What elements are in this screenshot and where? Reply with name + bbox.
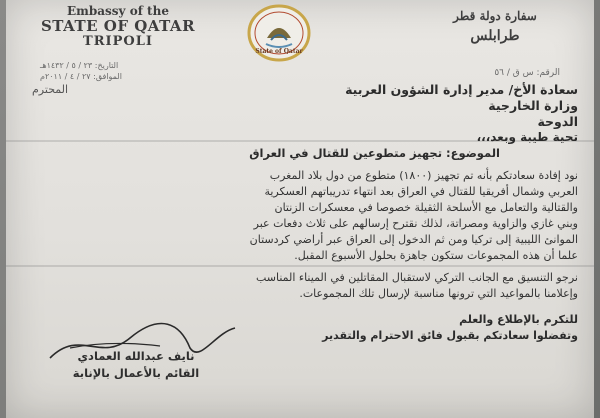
emblem-text: State of Qatar — [255, 48, 303, 55]
addressee-line2: وزارة الخارجية — [488, 98, 578, 113]
signatory-title: القائم بالأعمال بالإنابة — [72, 366, 200, 380]
date-block — [40, 60, 160, 82]
date-gregorian: الموافق: ٢٧ / ٤ / ٢٠١١م — [40, 72, 122, 81]
subject-line: الموضوع: تجهيز متطوعين للقتال في العراق — [249, 146, 500, 160]
reference-number: الرقم: س ق / ٥٦ — [494, 68, 560, 78]
text-line: وإعلامنا بالمواعيد التي ترونها مناسبة لإرسال تلك المجموعات. — [299, 287, 578, 300]
letterhead-english — [18, 4, 218, 49]
addressee-line3: الدوحة — [537, 114, 578, 129]
letterhead-arabic — [410, 6, 580, 46]
text-line: نود إفادة سعادتكم بأنه تم تجهيز (١٨٠٠) متطوع من دول بلاد المغرب — [269, 169, 578, 182]
paper-fold — [6, 265, 594, 267]
paragraph-2 — [30, 270, 578, 302]
signature-block — [36, 348, 236, 382]
signatory-name: نايف عبدالله العمادي — [77, 349, 195, 363]
letterhead-ar-line1: سفارة دولة قطر — [453, 9, 537, 23]
closing-line: وتفضلوا سعادتكم بقبول فائق الاحترام والتقدير — [322, 329, 578, 342]
greeting: تحية طيبة وبعد،،، — [476, 130, 578, 144]
text-line: وبني غازي والزاوية ومصراتة، لذلك نقترح إرسالهم على ثلاث دفعات عبر — [253, 217, 578, 230]
closing-line: للتكرم بالإطلاع والعلم — [459, 313, 578, 326]
text-line: نرجو التنسيق مع الجانب التركي لاستقبال المقاتلين في الميناء المناسب — [255, 271, 578, 284]
date-hijri: التاريخ: ٢٣ / ٥ / ١٤٣٢هـ — [40, 61, 119, 70]
text-line: العربي وشمال أفريقيا للقتال في العراق بعد انتهاء تدريباتهم العسكرية — [264, 185, 578, 198]
paragraph-1 — [30, 168, 578, 264]
addressee-block — [30, 82, 578, 130]
letterhead-en-line3: TRIPOLI — [83, 34, 153, 49]
letterhead-en-line2: STATE OF QATAR — [40, 17, 196, 35]
text-line: الموانئ الليبية إلى تركيا ومن ثم الدخول إلى العراق عبر أراضي كردستان — [249, 233, 578, 246]
addressee-line1: سعادة الأخ/ مدير إدارة الشؤون العربية — [345, 82, 578, 97]
text-line: والقتالية والتعامل مع الأسلحة الثقيلة خصوصا في معسكرات الزنتان — [274, 201, 578, 214]
text-line: علما أن هذه المجموعات ستكون جاهزة بحلول الأسبوع المقبل. — [294, 249, 578, 262]
letterhead-ar-line2: طرابلس — [470, 28, 520, 44]
letterhead-en-line1: Embassy of the — [67, 4, 169, 18]
qatar-emblem-icon — [236, 4, 322, 62]
salutation: المحترم — [32, 83, 69, 96]
